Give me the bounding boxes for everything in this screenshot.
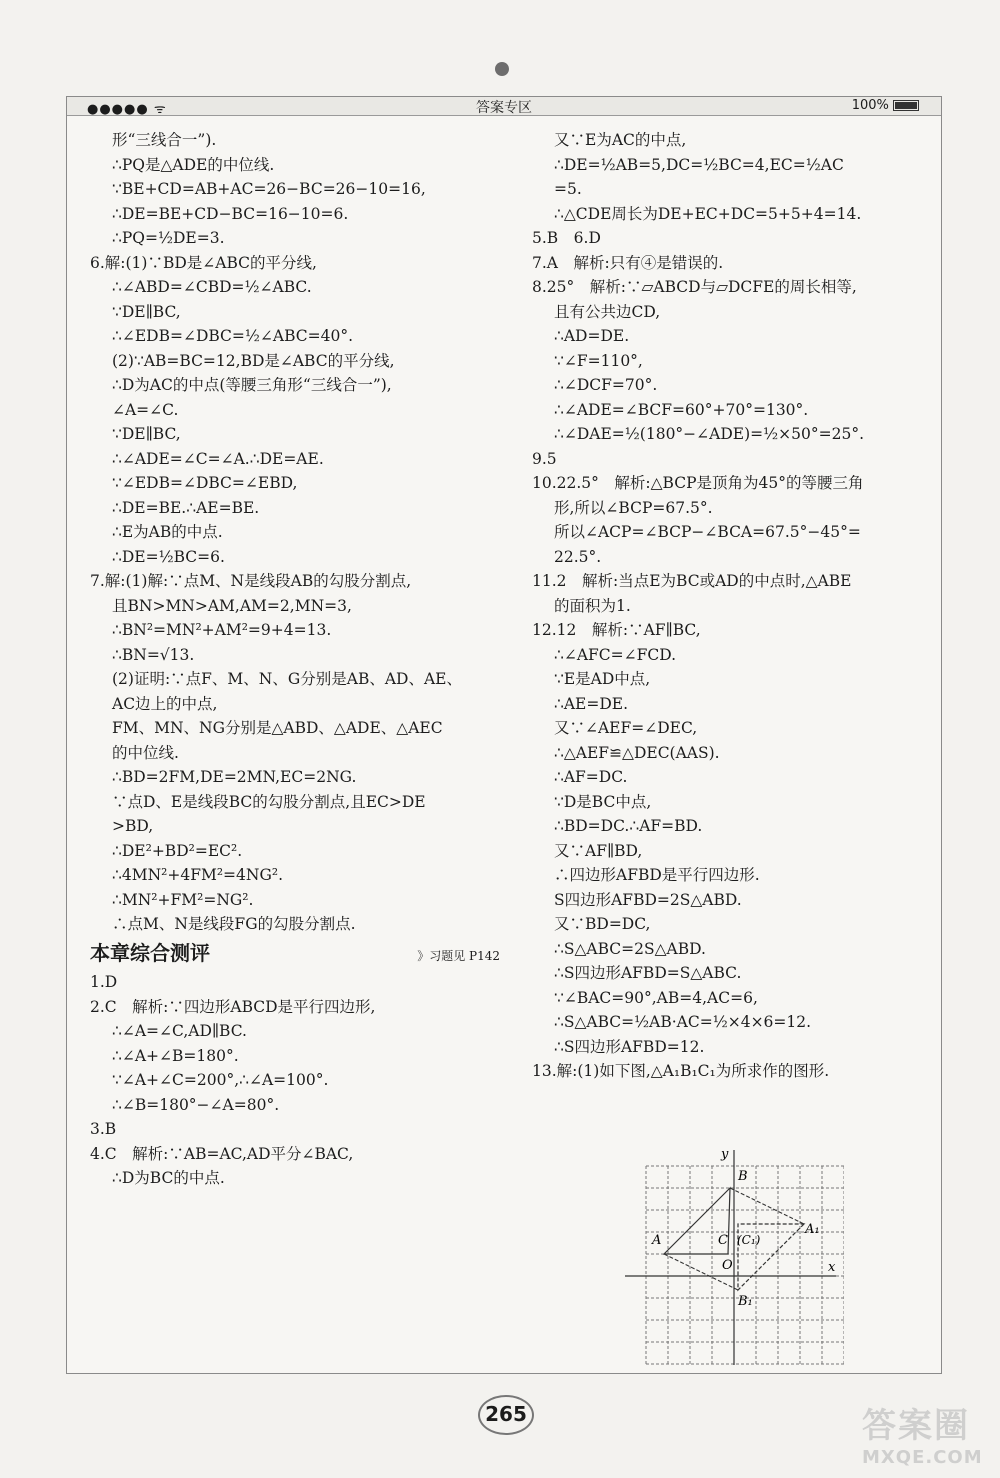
text-line: 3.B bbox=[90, 1120, 117, 1138]
text-line: 1.D bbox=[90, 973, 118, 991]
text-line: 形“三线合一”). bbox=[112, 131, 217, 149]
text-line: ∴BN=√13. bbox=[112, 645, 195, 664]
text-line: ∴AF=DC. bbox=[554, 768, 628, 786]
page-number: 265 bbox=[478, 1395, 534, 1435]
section-reference: 》习题见 P142 bbox=[417, 948, 500, 963]
text-line: ∴PQ=½DE=3. bbox=[112, 229, 225, 247]
text-line: ∵∠EDB=∠DBC=∠EBD, bbox=[112, 474, 298, 492]
status-title: 答案专区 bbox=[476, 100, 532, 116]
battery-label: 100% bbox=[851, 98, 889, 113]
text-line: ∴AD=DE. bbox=[554, 327, 630, 345]
left-column bbox=[90, 128, 500, 1191]
status-bar bbox=[67, 97, 941, 116]
text-line: ∵点D、E是线段BC的勾股分割点,且EC>DE bbox=[112, 792, 426, 811]
text-line: ∴S四边形AFBD=S△ABC. bbox=[554, 964, 742, 982]
text-line: 7.A 解析:只有④是错误的. bbox=[532, 253, 724, 272]
text-line: ∵D是BC中点, bbox=[554, 792, 652, 811]
text-line: ∴∠A+∠B=180°. bbox=[112, 1046, 239, 1065]
text-line: ∴∠EDB=∠DBC=½∠ABC=40°. bbox=[112, 327, 354, 345]
text-line: ∴D为BC的中点. bbox=[112, 1169, 225, 1187]
text-line: ∴MN²+FM²=NG². bbox=[112, 890, 254, 909]
text-line: ∴△AEF≌△DEC(AAS). bbox=[554, 743, 720, 762]
text-line: >BD, bbox=[112, 817, 154, 835]
text-line: ∵∠F=110°, bbox=[554, 351, 643, 370]
text-line: 2.C 解析:∵四边形ABCD是平行四边形, bbox=[90, 997, 376, 1016]
text-line: 12.12 解析:∵AF∥BC, bbox=[532, 621, 701, 639]
text-line: ∴DE²+BD²=EC². bbox=[112, 841, 243, 860]
text-line: ∴四边形AFBD是平行四边形. bbox=[554, 866, 760, 884]
text-line: ∠A=∠C. bbox=[112, 400, 179, 419]
watermark-logo: 答案圈 bbox=[862, 1406, 970, 1446]
text-line: 又∵E为AC的中点, bbox=[554, 131, 687, 149]
text-line: ∴∠ADE=∠C=∠A.∴DE=AE. bbox=[112, 449, 324, 468]
text-line: ∴PQ是△ADE的中位线. bbox=[112, 155, 275, 174]
label-a1: A₁ bbox=[805, 1222, 820, 1237]
text-line: ∴DE=BE+CD−BC=16−10=6. bbox=[112, 204, 349, 223]
text-line: ∵BE+CD=AB+AC=26−BC=26−10=16, bbox=[112, 180, 426, 198]
text-line: ∴DE=BE.∴AE=BE. bbox=[112, 498, 260, 517]
text-line: 7.解:(1)解:∵点M、N是线段AB的勾股分割点, bbox=[90, 572, 412, 590]
label-a: A bbox=[652, 1233, 662, 1248]
text-line: S四边形AFBD=2S△ABD. bbox=[554, 890, 742, 909]
text-line: ∴S四边形AFBD=12. bbox=[554, 1037, 705, 1056]
label-b1: B₁ bbox=[738, 1294, 753, 1309]
text-line: 又∵∠AEF=∠DEC, bbox=[554, 719, 698, 737]
text-line: 所以∠ACP=∠BCP−∠BCA=67.5°−45°= bbox=[554, 523, 861, 541]
text-line: 6.解:(1)∵BD是∠ABC的平分线, bbox=[90, 253, 317, 272]
text-line: ∴BD=DC.∴AF=BD. bbox=[554, 817, 703, 835]
text-line: ∴∠DAE=½(180°−∠ADE)=½×50°=25°. bbox=[554, 425, 864, 443]
segment-b-a1 bbox=[730, 1188, 804, 1224]
text-line: 且有公共边CD, bbox=[554, 302, 661, 321]
text-line: AC边上的中点, bbox=[112, 694, 218, 713]
text-line: 8.25° 解析:∵▱ABCD与▱DCFE的周长相等, bbox=[532, 278, 857, 296]
label-c1: (C₁) bbox=[737, 1233, 761, 1247]
text-line: ∴4MN²+4FM²=4NG². bbox=[112, 866, 283, 884]
label-b: B bbox=[738, 1169, 748, 1184]
text-line: 5.B 6.D bbox=[532, 229, 601, 247]
battery-indicator bbox=[852, 98, 919, 113]
text-line: 9.5 bbox=[532, 449, 557, 468]
text-line: ∴S△ABC=½AB·AC=½×4×6=12. bbox=[554, 1013, 812, 1031]
text-line: ∴点M、N是线段FG的勾股分割点. bbox=[112, 915, 356, 933]
text-line: ∴D为AC的中点(等腰三角形“三线合一”), bbox=[112, 376, 392, 394]
text-line: ∴∠ADE=∠BCF=60°+70°=130°. bbox=[554, 400, 809, 419]
text-line: ∵E是AD中点, bbox=[554, 670, 651, 688]
text-line: ∴BD=2FM,DE=2MN,EC=2NG. bbox=[112, 768, 357, 786]
text-line: =5. bbox=[554, 180, 582, 198]
battery-icon bbox=[893, 100, 919, 111]
text-line: ∴BN²=MN²+AM²=9+4=13. bbox=[112, 621, 332, 639]
text-line: ∴AE=DE. bbox=[554, 694, 629, 713]
text-line: 又∵AF∥BD, bbox=[554, 841, 643, 860]
label-c: C bbox=[718, 1233, 728, 1248]
text-line: ∴E为AB的中点. bbox=[112, 523, 223, 541]
text-line: ∴DE=½AB=5,DC=½BC=4,EC=½AC bbox=[554, 155, 844, 174]
text-line: 22.5°. bbox=[554, 547, 602, 566]
section-header bbox=[90, 941, 500, 969]
text-line: 的面积为1. bbox=[554, 596, 631, 615]
text-line: FM、MN、NG分别是△ABD、△ADE、△AEC bbox=[112, 719, 443, 737]
text-line: 11.2 解析:当点E为BC或AD的中点时,△ABE bbox=[532, 572, 852, 590]
text-line: 的中位线. bbox=[112, 743, 179, 762]
coordinate-grid-figure bbox=[620, 1140, 844, 1370]
text-line: (2)证明:∵点F、M、N、G分别是AB、AD、AE、 bbox=[112, 670, 462, 688]
text-line: 10.22.5° 解析:△BCP是顶角为45°的等腰三角 bbox=[532, 474, 864, 492]
text-line: ∴S△ABC=2S△ABD. bbox=[554, 939, 706, 958]
text-line: ∵DE∥BC, bbox=[112, 302, 181, 321]
watermark bbox=[862, 1398, 983, 1468]
text-line: ∵∠A+∠C=200°,∴∠A=100°. bbox=[112, 1071, 329, 1089]
text-line: 且BN>MN>AM,AM=2,MN=3, bbox=[112, 596, 352, 615]
signal-icon: ●●●●● ᯤ bbox=[87, 102, 167, 117]
label-o: O bbox=[722, 1258, 733, 1273]
section-title: 本章综合测评 bbox=[90, 940, 210, 965]
camera-dot bbox=[495, 62, 509, 76]
text-line: ∵∠BAC=90°,AB=4,AC=6, bbox=[554, 988, 758, 1007]
text-line: ∴∠DCF=70°. bbox=[554, 376, 658, 394]
label-y: y bbox=[721, 1147, 729, 1162]
label-x: x bbox=[828, 1260, 836, 1275]
text-line: (2)∵AB=BC=12,BD是∠ABC的平分线, bbox=[112, 351, 395, 370]
text-line: ∵DE∥BC, bbox=[112, 425, 181, 443]
right-column bbox=[532, 128, 932, 1084]
watermark-url: MXQE.COM bbox=[862, 1447, 983, 1468]
text-line: ∴∠B=180°−∠A=80°. bbox=[112, 1095, 280, 1114]
text-line: 13.解:(1)如下图,△A₁B₁C₁为所求作的图形. bbox=[532, 1062, 830, 1080]
text-line: 4.C 解析:∵AB=AC,AD平分∠BAC, bbox=[90, 1144, 354, 1163]
text-line: ∴∠AFC=∠FCD. bbox=[554, 645, 677, 664]
text-line: ∴∠A=∠C,AD∥BC. bbox=[112, 1022, 247, 1040]
text-line: ∴∠ABD=∠CBD=½∠ABC. bbox=[112, 278, 312, 296]
text-line: ∴△CDE周长为DE+EC+DC=5+5+4=14. bbox=[554, 204, 862, 223]
text-line: 形,所以∠BCP=67.5°. bbox=[554, 498, 713, 517]
text-line: 又∵BD=DC, bbox=[554, 915, 651, 933]
text-line: ∴DE=½BC=6. bbox=[112, 547, 225, 566]
